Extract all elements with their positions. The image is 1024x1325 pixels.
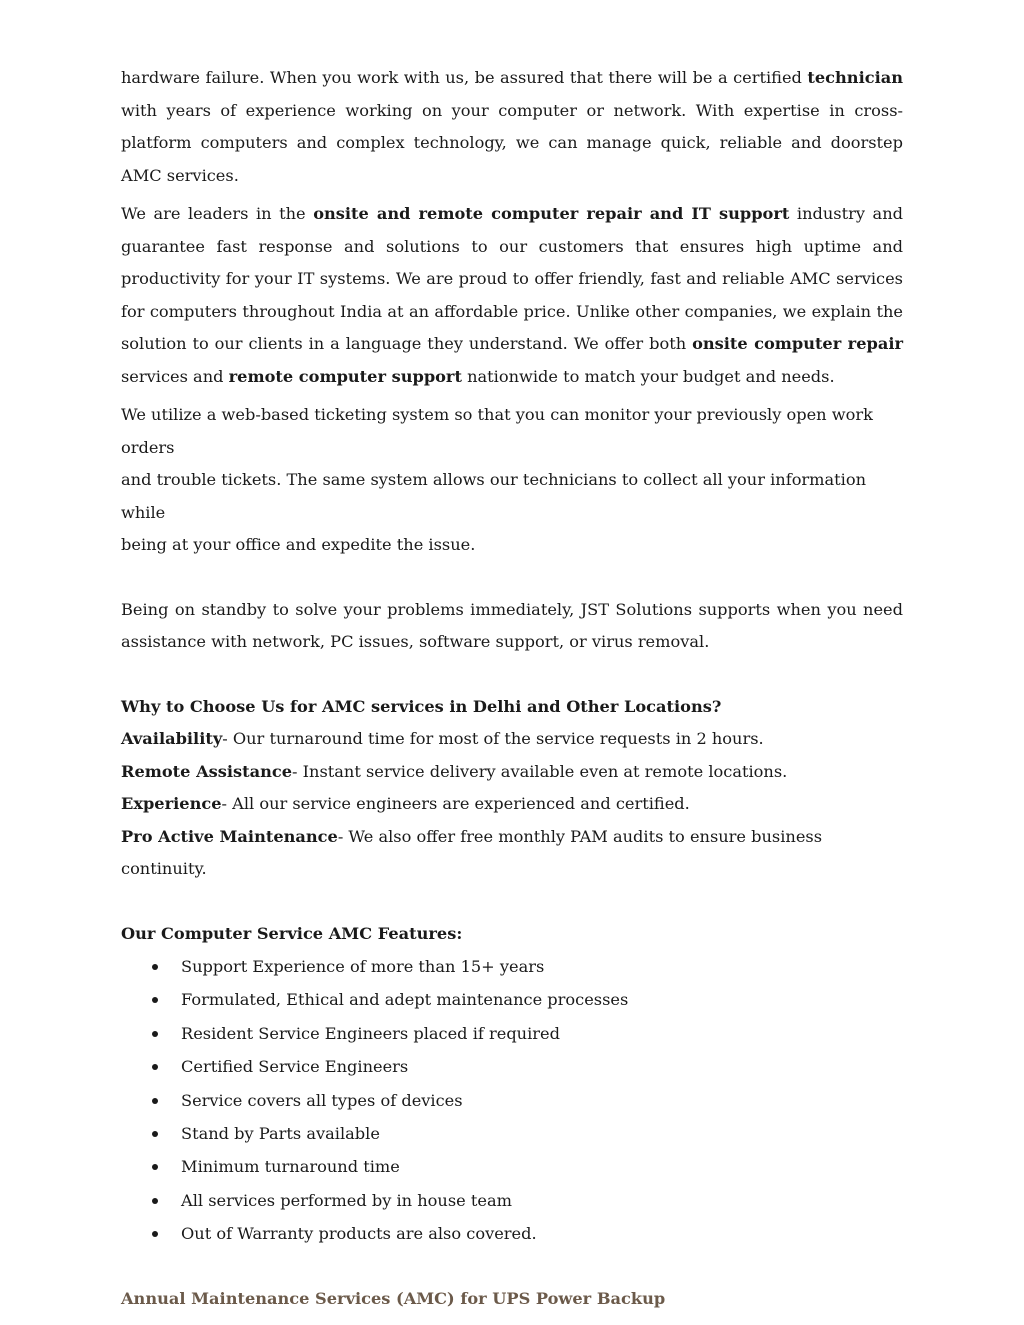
- bullet-icon: [152, 1131, 158, 1137]
- paragraph-technician: [121, 62, 903, 192]
- features-section: [121, 918, 903, 1251]
- list-item: All services performed by in house team: [121, 1184, 903, 1217]
- bullet-icon: [152, 964, 158, 970]
- list-item: Service covers all types of devices: [121, 1084, 903, 1117]
- ticketing-line-3: being at your office and expedite the issue.: [121, 535, 476, 554]
- ups-section-heading: Annual Maintenance Services (AMC) for UPS Power Backup: [121, 1288, 666, 1308]
- bullet-icon: [152, 1231, 158, 1237]
- bullet-icon: [152, 1164, 158, 1170]
- text-run: with years of experience working on your computer or network. With expertise in cross-platform computers and complex technology, we can manage quick, reliable and doorstep AMC services.: [121, 100, 903, 185]
- list-item: Out of Warranty products are also covered.: [121, 1217, 903, 1250]
- list-item: Certified Service Engineers: [121, 1050, 903, 1083]
- ticketing-line-2: and trouble tickets. The same system allows our technicians to collect all your information while: [121, 470, 867, 522]
- bullet-icon: [152, 997, 158, 1003]
- list-item: Support Experience of more than 15+ years: [121, 950, 903, 983]
- list-item: Stand by Parts available: [121, 1117, 903, 1150]
- list-item: Formulated, Ethical and adept maintenance processes: [121, 983, 903, 1016]
- ticketing-line-1: We utilize a web-based ticketing system so that you can monitor your previously open work orders: [121, 405, 873, 457]
- bullet-icon: [152, 1198, 158, 1204]
- paragraph-leaders: [121, 198, 903, 393]
- text-run: hardware failure. When you work with us, be assured that there will be a certified: [121, 68, 808, 87]
- why-item-pro-active: Pro Active Maintenance- We also offer free monthly PAM audits to ensure business continuity.: [121, 826, 823, 878]
- bullet-icon: [152, 1064, 158, 1070]
- why-choose-section: [121, 691, 903, 886]
- features-heading: Our Computer Service AMC Features:: [121, 923, 463, 943]
- paragraph-standby: Being on standby to solve your problems immediately, JST Solutions supports when you need assistance with network, PC issues, software support, or virus removal.: [121, 599, 903, 651]
- why-item-experience: Experience- All our service engineers are experienced and certified.: [121, 794, 690, 813]
- bullet-icon: [152, 1098, 158, 1104]
- text-run: nationwide to match your budget and needs.: [461, 366, 835, 386]
- list-item: Minimum turnaround time: [121, 1150, 903, 1183]
- bullet-icon: [152, 1031, 158, 1037]
- text-run: industry and guarantee fast response and solutions to our customers that ensures high uptime and productivity for your IT systems. We are proud to offer friendly, fast and reliable AMC services for computers throughout India at an affordable price. Unlike other companies, we explain the solution to our clients in a language they understand. We offer both: [121, 204, 903, 353]
- text-run: services and: [121, 366, 229, 386]
- bold-technician: technician: [807, 68, 903, 87]
- paragraph-ticketing: [121, 399, 903, 562]
- why-item-remote-assistance: Remote Assistance- Instant service delivery available even at remote locations.: [121, 761, 788, 781]
- why-choose-heading: Why to Choose Us for AMC services in Delhi and Other Locations?: [121, 696, 722, 716]
- why-item-availability: Availability- Our turnaround time for most of the service requests in 2 hours.: [121, 729, 764, 748]
- document-body: [121, 62, 903, 1315]
- list-item: Resident Service Engineers placed if required: [121, 1017, 903, 1050]
- bold-onsite-remote: onsite and remote computer repair and IT support: [313, 204, 790, 223]
- text-run: We are leaders in the: [121, 204, 314, 223]
- features-list: [121, 950, 903, 1251]
- bold-onsite-repair: onsite computer repair: [692, 334, 903, 353]
- bold-remote-support: remote computer support: [228, 366, 462, 386]
